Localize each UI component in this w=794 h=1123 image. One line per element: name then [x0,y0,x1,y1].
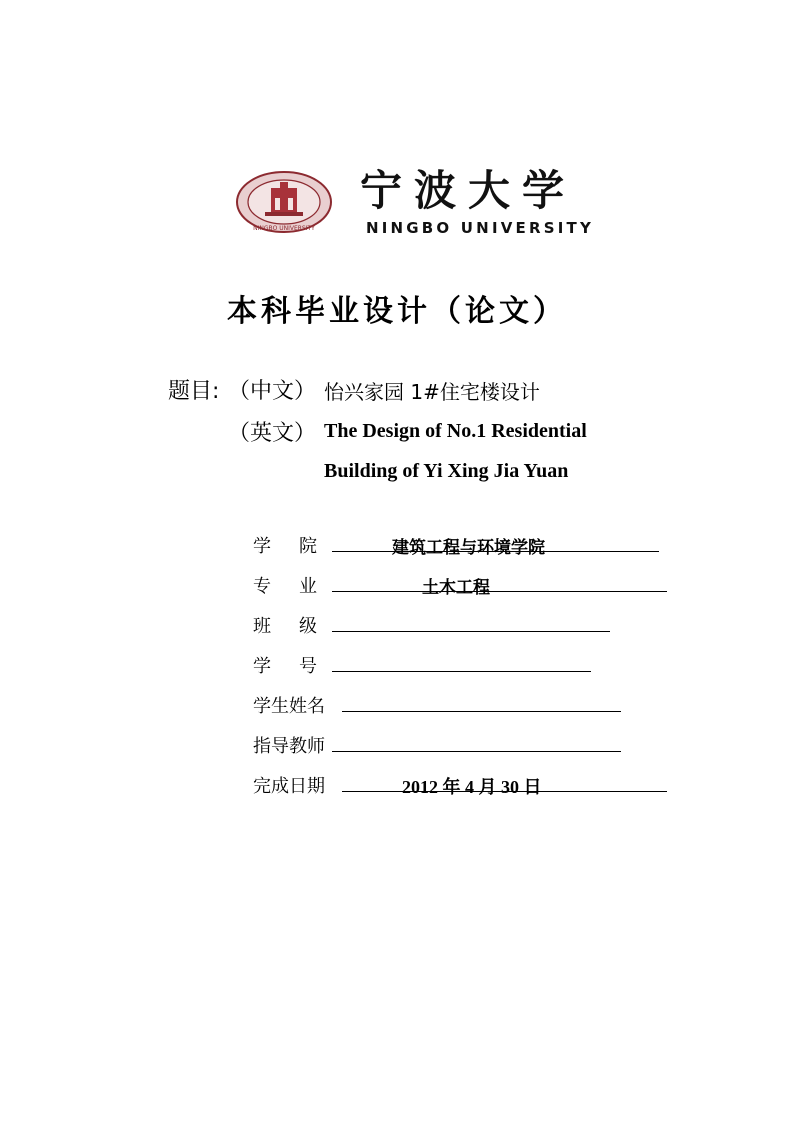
topic-en-value-line2: Building of Yi Xing Jia Yuan [324,460,569,482]
field-line-class [332,607,610,632]
topic-en-value-line1: The Design of No.1 Residential [324,420,587,442]
field-label-class: 班级 [253,616,345,637]
university-logo [235,168,615,238]
university-seal-icon [235,170,333,234]
field-value-completion-date: 2012 年 4 月 30 日 [402,777,542,797]
page-title: 本科毕业设计（论文） [227,294,567,329]
field-line-advisor [332,727,621,752]
topic-label: 题目: [168,379,220,404]
topic-cn-label: （中文） [228,379,317,404]
field-line-major [332,567,667,592]
field-value-major: 土木工程 [422,578,490,598]
field-line-student-id [332,647,591,672]
field-label-student-name: 学生姓名 [253,696,325,717]
field-value-college: 建筑工程与环境学院 [392,538,545,558]
topic-cn-value: 怡兴家园 1#住宅楼设计 [324,380,540,404]
topic-en-label: （英文） [228,421,317,446]
field-label-completion-date: 完成日期 [253,776,325,797]
university-name-en: NINGBO UNIVERSITY [366,219,595,237]
field-line-student-name [342,687,621,712]
field-label-major: 专业 [253,576,345,597]
seal-text: NINGBO UNIVERSITY [253,225,315,232]
field-label-advisor: 指导教师 [253,736,325,757]
field-label-college: 学院 [253,536,345,557]
university-name-cn: 宁波大学 [360,166,577,215]
field-label-student-id: 学号 [253,656,345,677]
